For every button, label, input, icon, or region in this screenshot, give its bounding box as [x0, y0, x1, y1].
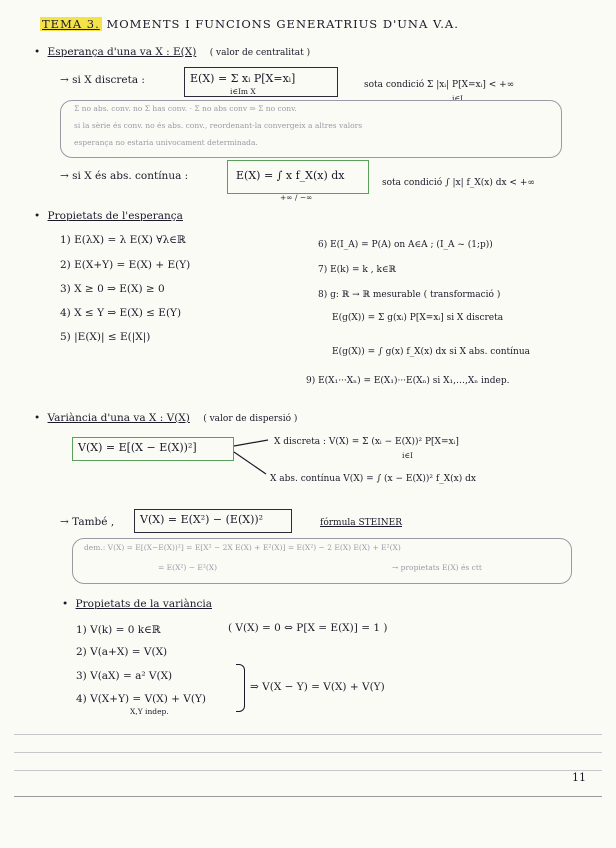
esperanca-discreta-cond-sub: i∈I [452, 94, 463, 103]
prop-esp-right-8b: E(g(X)) = ∫ g(x) f_X(x) dx si X abs. contínua [332, 347, 531, 357]
prop-var-4: 4) V(X+Y) = V(X) + V(Y) [76, 693, 206, 705]
variancia-discreta-sub: i∈I [402, 451, 413, 460]
variancia-discreta: X discreta : V(X) = Σ (xᵢ − E(X))² P[X=xᵢ] [274, 437, 459, 447]
steiner-formula: V(X) = E(X²) − (E(X))² [140, 513, 264, 526]
tambe-label: → També , [60, 516, 115, 528]
prop-var-brace [236, 664, 245, 712]
esperanca-continua-formula: E(X) = ∫ x f_X(x) dx [236, 169, 345, 182]
esperanca-discreta-formula: E(X) = Σ xᵢ P[X=xᵢ] [190, 72, 296, 85]
esperanca-continua-limits: +∞ / −∞ [280, 193, 313, 202]
prop-variancia-heading: • Propietats de la variància [62, 598, 212, 610]
demo-line-1: dem.: V(X) = E[(X−E(X))²] = E[X² − 2X E(X) + E²(X)] = E(X²) − 2 E(X) E(X) + E²(X) [84, 543, 401, 552]
convergence-note-2: si la sèrie és conv. no és abs. conv., reordenant-la convergeix a altres valors [74, 121, 363, 130]
variancia-formula: V(X) = E[(X − E(X))²] [78, 441, 197, 454]
steiner-label: fórmula STEINER [320, 518, 403, 528]
prop-esp-left-5: 5) |E(X)| ≤ E(|X|) [60, 331, 151, 343]
variancia-heading: • Variància d'una va X : V(X) ( valor de dispersió ) [34, 412, 297, 424]
prop-esp-right-7: 7) E(k) = k , k∈ℝ [318, 265, 397, 275]
prop-esperanca-heading: • Propietats de l'esperança [34, 210, 183, 222]
esperanca-discreta-cond: sota condició Σ |xᵢ| P[X=xᵢ] < +∞ [364, 80, 515, 90]
ruled-line [14, 770, 602, 771]
page-number: 11 [572, 771, 586, 784]
demo-line-3: → propietats E(X) és ctt [392, 563, 482, 572]
prop-esp-left-1: 1) E(λX) = λ E(X) ∀λ∈ℝ [60, 234, 186, 246]
esperanca-discreta-sub: i∈Im X [230, 87, 256, 96]
prop-esp-left-3: 3) X ≥ 0 ⇒ E(X) ≥ 0 [60, 283, 165, 295]
esperanca-continua-cond: sota condició ∫ |x| f_X(x) dx < +∞ [382, 178, 535, 188]
continua-label: → si X és abs. contínua : [60, 170, 189, 182]
prop-esp-right-9: 9) E(X₁···Xₙ) = E(X₁)···E(Xₙ) si X₁,…,Xₙ indep. [306, 376, 510, 386]
esperanca-heading: • Esperança d'una va X : E(X) ( valor de centralitat ) [34, 46, 310, 58]
prop-var-2: 2) V(a+X) = V(X) [76, 646, 168, 658]
demo-line-2: = E(X²) − E²(X) [158, 563, 218, 572]
variancia-continua: X abs. contínua V(X) = ∫ (x − E(X))² f_X(x) dx [270, 474, 476, 484]
ruled-line [14, 796, 602, 797]
title-rest: MOMENTS I FUNCIONS GENERATRIUS D'UNA V.A. [106, 17, 459, 31]
prop-var-4-sub: X,Y indep. [130, 707, 169, 716]
prop-esp-left-2: 2) E(X+Y) = E(X) + E(Y) [60, 259, 191, 271]
prop-var-1: 1) V(k) = 0 k∈ℝ [76, 624, 161, 636]
ruled-line [14, 752, 602, 753]
prop-esp-right-8a: E(g(X)) = Σ g(xᵢ) P[X=xᵢ] si X discreta [332, 313, 504, 323]
prop-var-1-extra: ( V(X) = 0 ⇔ P[X = E(X)] = 1 ) [228, 622, 388, 634]
discreta-label: → si X discreta : [60, 74, 145, 86]
prop-esp-right-6: 6) E(I_A) = P(A) on A∈A ; (I_A ~ (1;p)) [318, 240, 493, 250]
title-tema: TEMA 3. [42, 17, 100, 31]
convergence-note-1: Σ no abs. conv. no Σ has conv. · Σ no abs conv ⇒ Σ no conv. [74, 104, 297, 113]
prop-esp-left-4: 4) X ≤ Y ⇒ E(X) ≤ E(Y) [60, 307, 182, 319]
prop-esp-right-8: 8) g: ℝ → ℝ mesurable ( transformació ) [318, 290, 501, 300]
page-title [40, 18, 459, 31]
convergence-note-3: esperança no estaria univocament determinada. [74, 138, 258, 147]
prop-var-3: 3) V(aX) = a² V(X) [76, 670, 173, 682]
ruled-line [14, 734, 602, 735]
prop-var-brace-result: ⇒ V(X − Y) = V(X) + V(Y) [250, 681, 385, 693]
